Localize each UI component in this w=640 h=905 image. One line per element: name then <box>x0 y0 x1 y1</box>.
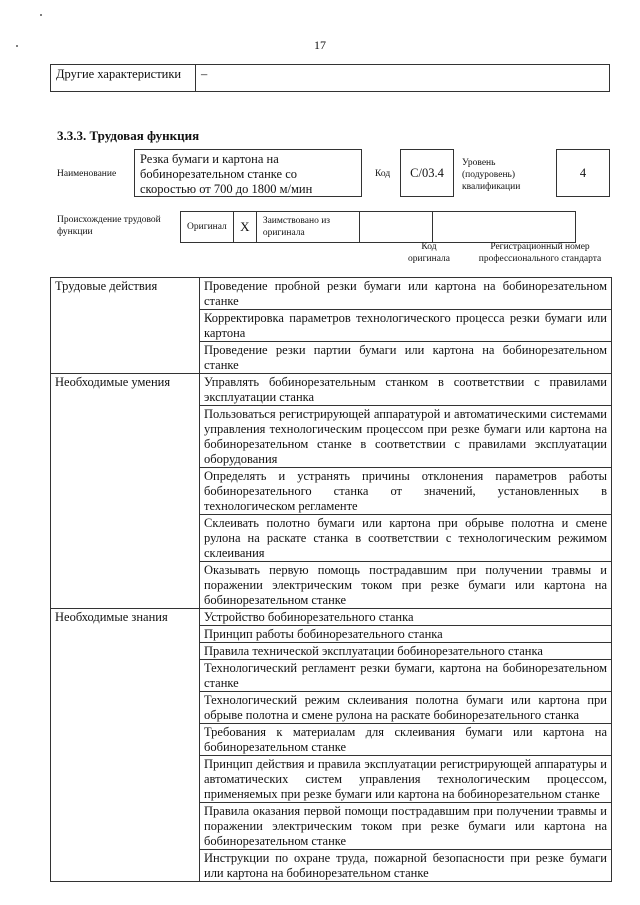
other-characteristics-value: – <box>196 65 610 92</box>
category-cell: Необходимые умения <box>51 374 200 609</box>
item-cell: Правила оказания первой помощи пострадавшим при получении травмы и поражении электрическим током при резке бумаги или картона на бобинорезательном станке <box>200 803 612 850</box>
origin-table <box>180 211 576 243</box>
origin-borrowed-label: Заимствовано из оригинала <box>256 212 359 243</box>
other-characteristics-label: Другие характеристики <box>51 65 196 92</box>
name-label: Наименование <box>57 169 117 179</box>
category-cell: Трудовые действия <box>51 278 200 374</box>
origin-code-cell <box>359 212 432 243</box>
table-row <box>51 374 612 406</box>
category-cell: Необходимые знания <box>51 609 200 882</box>
code-label: Код <box>375 169 391 179</box>
item-cell: Инструкции по охране труда, пожарной безопасности при резке бумаги или картона на бобинорезательном станке <box>200 850 612 882</box>
item-cell: Технологический режим склеивания полотна бумаги или картона при обрыве полотна и смене рулона на раскате бобинорезательного станка <box>200 692 612 724</box>
item-cell: Проведение резки партии бумаги или картона на бобинорезательном станке <box>200 342 612 374</box>
origin-reg-cell <box>432 212 575 243</box>
page-number: 17 <box>314 38 326 52</box>
item-cell: Технологический регламент резки бумаги, картона на бобинорезательном станке <box>200 660 612 692</box>
table-row <box>51 609 612 626</box>
other-characteristics-table <box>50 64 610 92</box>
item-cell: Оказывать первую помощь пострадавшим при получении травмы и поражении электрическим током при резке бумаги или картона на бобинорезательном станке <box>200 562 612 609</box>
origin-original-mark: X <box>233 212 256 243</box>
item-cell: Правила технической эксплуатации бобинорезательного станка <box>200 643 612 660</box>
level-value-box: 4 <box>556 149 610 197</box>
labor-function-table <box>50 277 612 882</box>
function-name-box: Резка бумаги и картона на бобинорезательном станке со скоростью от 700 до 1800 м/мин <box>134 149 362 197</box>
reg-number-caption: Регистрационный номер профессионального стандарта <box>478 242 602 264</box>
table-row <box>51 278 612 310</box>
item-cell: Склеивать полотно бумаги или картона при обрыве полотна и смене рулона на раскате станка в соответствии с технологическим режимом склеивания <box>200 515 612 562</box>
item-cell: Принцип работы бобинорезательного станка <box>200 626 612 643</box>
level-label: Уровень (подуровень) квалификации <box>462 158 521 192</box>
code-value-box: С/03.4 <box>400 149 454 197</box>
section-heading: 3.3.3. Трудовая функция <box>57 128 200 143</box>
origin-original-label: Оригинал <box>181 212 234 243</box>
item-cell: Проведение пробной резки бумаги или картона на бобинорезательном станке <box>200 278 612 310</box>
item-cell: Пользоваться регистрирующей аппаратурой и автоматическими системами управления технологическим процессом при резке бумаги или картона на бобинорезательном станке в соответствии с правилами эксплуатации оборудования <box>200 406 612 468</box>
origin-label: Происхождение трудовой функции <box>57 215 161 237</box>
item-cell: Устройство бобинорезательного станка <box>200 609 612 626</box>
item-cell: Определять и устранять причины отклонения параметров работы бобинорезательного станка от значений, установленных в технологическом регламенте <box>200 468 612 515</box>
code-original-caption: Код оригинала <box>408 242 450 264</box>
item-cell: Требования к материалам для склеивания бумаги или картона на бобинорезательном станке <box>200 724 612 756</box>
item-cell: Управлять бобинорезательным станком в соответствии с правилами эксплуатации станка <box>200 374 612 406</box>
item-cell: Корректировка параметров технологического процесса резки бумаги или картона <box>200 310 612 342</box>
scan-speck <box>40 14 42 16</box>
item-cell: Принцип действия и правила эксплуатации регистрирующей аппаратуры и автоматических систем управления технологическим процессом, применяемых при резке бумаги или картона на бобинорезательном станке <box>200 756 612 803</box>
